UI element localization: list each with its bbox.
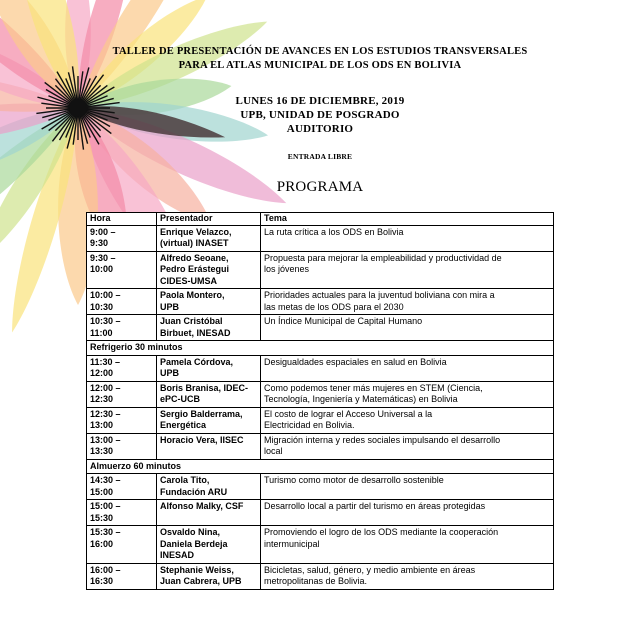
- presenter-cell: Paola Montero, UPB: [157, 289, 261, 315]
- time-cell: 12:00 – 12:30: [87, 381, 157, 407]
- presenter-cell: Carola Tito, Fundación ARU: [157, 474, 261, 500]
- event-details: [0, 94, 640, 136]
- room-line: AUDITORIO: [286, 123, 354, 135]
- presenter-cell: Enrique Velazco, (virtual) INASET: [157, 225, 261, 251]
- program-heading: PROGRAMA: [276, 179, 364, 195]
- topic-cell: Desigualdades espaciales en salud en Bolivia: [261, 355, 554, 381]
- topic-cell: Turismo como motor de desarrollo sostenible: [261, 474, 554, 500]
- presenter-cell: Pamela Córdova, UPB: [157, 355, 261, 381]
- topic-cell: Promoviendo el logro de los ODS mediante la cooperación intermunicipal: [261, 526, 554, 564]
- presenter-cell: Boris Branisa, IDEC- ePC-UCB: [157, 381, 261, 407]
- break-label: Refrigerio 30 minutos: [87, 341, 554, 356]
- time-cell: 16:00 – 16:30: [87, 563, 157, 589]
- time-cell: 10:00 – 10:30: [87, 289, 157, 315]
- time-cell: 15:30 – 16:00: [87, 526, 157, 564]
- header-hora: Hora: [87, 213, 157, 226]
- topic-cell: Un Índice Municipal de Capital Humano: [261, 315, 554, 341]
- time-cell: 9:30 – 10:00: [87, 251, 157, 289]
- table-row: [87, 251, 554, 289]
- time-cell: 15:00 – 15:30: [87, 500, 157, 526]
- schedule-table: [86, 212, 554, 590]
- presenter-cell: Sergio Balderrama, Energética: [157, 407, 261, 433]
- table-row: [87, 289, 554, 315]
- time-cell: 11:30 – 12:00: [87, 355, 157, 381]
- header-tema: Tema: [261, 213, 554, 226]
- presenter-cell: Alfonso Malky, CSF: [157, 500, 261, 526]
- time-cell: 14:30 – 15:00: [87, 474, 157, 500]
- table-header-row: [87, 213, 554, 226]
- entry-note: ENTRADA LIBRE: [287, 152, 353, 161]
- venue-line: UPB, UNIDAD DE POSGRADO: [240, 109, 400, 121]
- topic-cell: Desarrollo local a partir del turismo en áreas protegidas: [261, 500, 554, 526]
- topic-cell: Como podemos tener más mujeres en STEM (Ciencia, Tecnología, Ingeniería y Matemáticas) en Bolivia: [261, 381, 554, 407]
- time-cell: 13:00 – 13:30: [87, 433, 157, 459]
- topic-cell: Migración interna y redes sociales impulsando el desarrollo local: [261, 433, 554, 459]
- title-line-1: TALLER DE PRESENTACIÓN DE AVANCES EN LOS ESTUDIOS TRANSVERSALES: [112, 46, 528, 57]
- table-row: [87, 500, 554, 526]
- table-row: [87, 225, 554, 251]
- presenter-cell: Osvaldo Nina, Daniela Berdeja INESAD: [157, 526, 261, 564]
- table-row: [87, 526, 554, 564]
- topic-cell: Bicicletas, salud, género, y medio ambiente en áreas metropolitanas de Bolivia.: [261, 563, 554, 589]
- break-row: [87, 341, 554, 356]
- presenter-cell: Juan Cristóbal Birbuet, INESAD: [157, 315, 261, 341]
- presenter-cell: Alfredo Seoane, Pedro Erástegui CIDES-UMSA: [157, 251, 261, 289]
- topic-cell: Propuesta para mejorar la empleabilidad y productividad de los jóvenes: [261, 251, 554, 289]
- table-row: [87, 381, 554, 407]
- presenter-cell: Horacio Vera, IISEC: [157, 433, 261, 459]
- table-row: [87, 355, 554, 381]
- date-line: LUNES 16 DE DICIEMBRE, 2019: [235, 95, 405, 107]
- break-row: [87, 459, 554, 474]
- time-cell: 9:00 – 9:30: [87, 225, 157, 251]
- break-label: Almuerzo 60 minutos: [87, 459, 554, 474]
- table-row: [87, 433, 554, 459]
- header-presentador: Presentador: [157, 213, 261, 226]
- table-row: [87, 407, 554, 433]
- topic-cell: El costo de lograr el Acceso Universal a la Electricidad en Bolivia.: [261, 407, 554, 433]
- event-title: [0, 45, 640, 73]
- table-row: [87, 315, 554, 341]
- table-row: [87, 563, 554, 589]
- title-line-2: PARA EL ATLAS MUNICIPAL DE LOS ODS EN BOLIVIA: [178, 60, 462, 71]
- table-row: [87, 474, 554, 500]
- topic-cell: La ruta crítica a los ODS en Bolivia: [261, 225, 554, 251]
- topic-cell: Prioridades actuales para la juventud boliviana con mira a las metas de los ODS para el 2030: [261, 289, 554, 315]
- time-cell: 12:30 – 13:00: [87, 407, 157, 433]
- presenter-cell: Stephanie Weiss, Juan Cabrera, UPB: [157, 563, 261, 589]
- time-cell: 10:30 – 11:00: [87, 315, 157, 341]
